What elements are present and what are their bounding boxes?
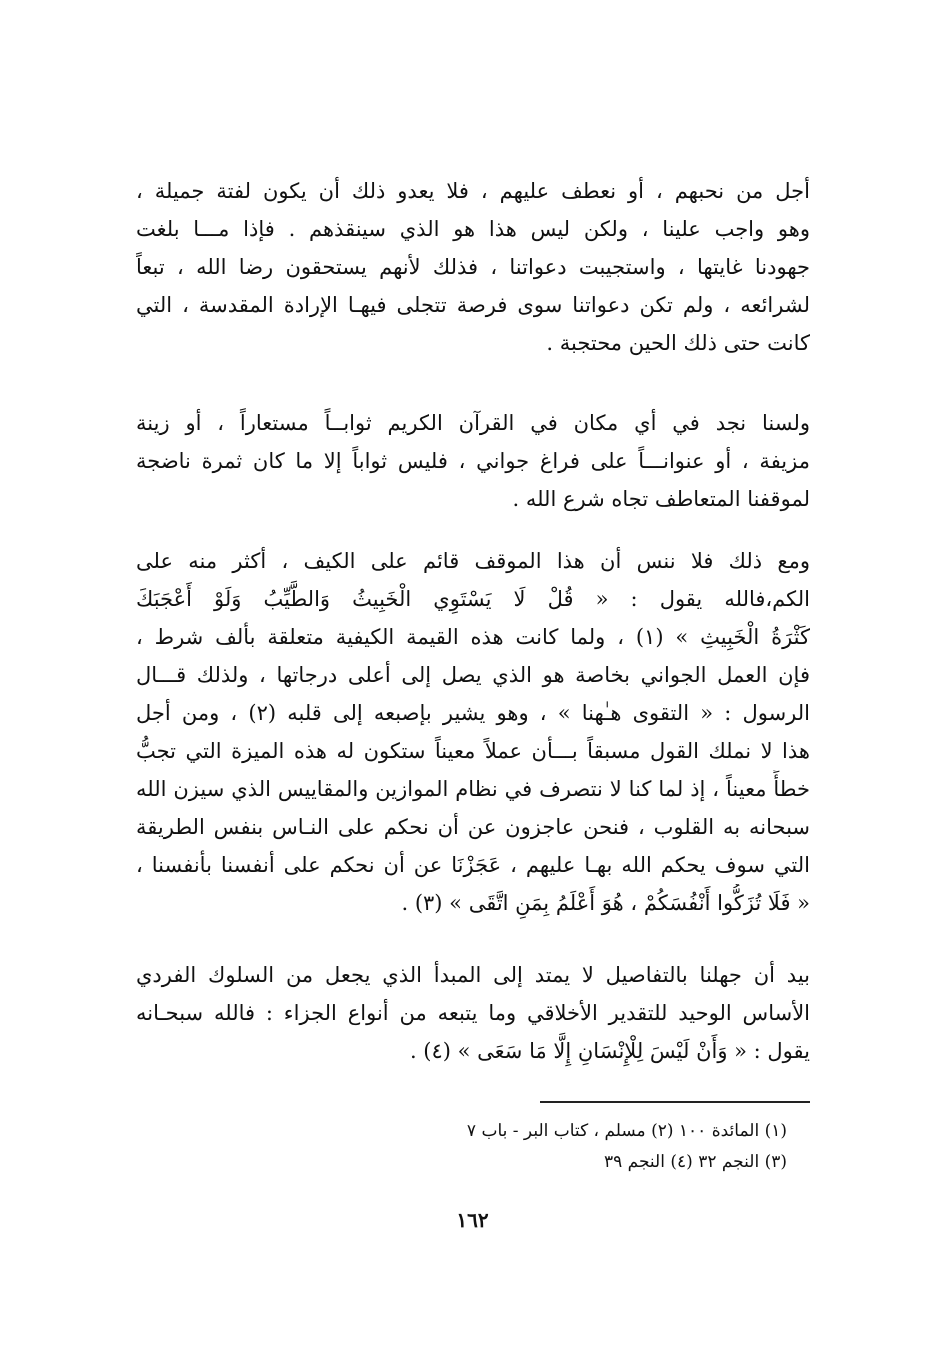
text-line: جهودنا غايتها ، واستجيبت دعواتنا ، فذلك لأنهم يستحقون رضا الله ، تبعاً bbox=[136, 255, 810, 279]
page-number: ١٦٢ bbox=[456, 1208, 489, 1232]
text-line: مزيفة ، أو عنوانـــاً على فراغ جواني ، فليس ثواباً إلا ما كان ثمرة ناضجة bbox=[136, 449, 810, 473]
footnote-line: (٣) النجم ٣٢ (٤) النجم ٣٩ bbox=[603, 1152, 787, 1172]
text-line: بيد أن جهلنا بالتفاصيل لا يمتد إلى المبدأ الذي يجعل من السلوك الفردي bbox=[136, 963, 810, 987]
text-line: فإن العمل الجواني بخاصة هو الذي يصل إلى أعلى درجاتها ، ولذلك قـــال bbox=[136, 663, 810, 687]
text-line: هذا لا نملك القول مسبقاً بـــأن عملاً معيناً ستكون له هذه الميزة التي تجبُّ bbox=[136, 739, 810, 763]
text-line: ومع ذلك فلا ننس أن هذا الموقف قائم على الكيف ، أكثر منه على bbox=[136, 549, 810, 573]
footnotes bbox=[367, 1116, 787, 1178]
text-line: وهو واجب علينا ، ولكن ليس هذا هو الذي سينقذهم . فإذا مـــا بلغت bbox=[136, 217, 810, 241]
paragraph-3 bbox=[136, 542, 810, 922]
paragraph-1 bbox=[136, 172, 810, 362]
text-line: الرسول : « التقوى هـٰهنا » ، وهو يشير بإصبعه إلى قلبه (٢) ، ومن أجل bbox=[136, 701, 810, 725]
text-line: الأساس الوحيد للتقدير الأخلاقي وما يتبعه من أنواع الجزاء : فالله سبحـانه bbox=[136, 1001, 810, 1025]
paragraph-2 bbox=[136, 404, 810, 518]
text-line: التي سوف يحكم الله بهـا عليهم ، عَجَزْنَا عن أن نحكم على أنفسنا بأنفسنا ، bbox=[136, 853, 810, 877]
text-line: سبحانه به القلوب ، فنحن عاجزون عن أن نحكم على النـاس بنفس الطريقة bbox=[136, 815, 810, 839]
footnote-line: (١) المائدة ١٠٠ (٢) مسلم ، كتاب البر - باب ٧ bbox=[466, 1121, 787, 1141]
text-line: كانت حتى ذلك الحين محتجبة . bbox=[546, 331, 810, 355]
text-line: الكم،فالله يقول : « قُلْ لَا يَسْتَوِي الْخَبِيثُ وَالطَّيِّبُ وَلَوْ أَعْجَبَكَ bbox=[136, 587, 810, 611]
text-line: خطأً معيناً ، إذ لما كنا لا نتصرف في نظام الموازين والمقاييس الذي سيزن الله bbox=[136, 777, 810, 801]
text-line: أجل من نحبهم ، أو نعطف عليهم ، فلا يعدو ذلك أن يكون لفتة جميلة ، bbox=[136, 179, 810, 203]
text-line: لموقفنا المتعاطف تجاه شرع الله . bbox=[512, 487, 810, 511]
paragraph-4 bbox=[136, 956, 810, 1070]
text-line: « فَلَا تُزَكُّوا أَنْفُسَكُمْ ، هُوَ أَعْلَمُ بِمَنِ اتَّقَى » (٣) . bbox=[401, 891, 810, 915]
text-line: يقول : « وَأَنْ لَيْسَ لِلْإِنْسَانِ إِلَّا مَا سَعَى » (٤) . bbox=[409, 1039, 810, 1063]
footnote-divider bbox=[540, 1101, 810, 1103]
text-line: ولسنا نجد في أي مكان في القرآن الكريم ثوابــاً مستعاراً ، أو زينة bbox=[136, 411, 810, 435]
text-line: كَثْرَةُ الْخَبِيثِ » (١) ، ولما كانت هذه القيمة الكيفية متعلقة بألف شرط ، bbox=[136, 625, 810, 649]
text-line: لشرائعه ، ولم تكن دعواتنا سوى فرصة تتجلى فيهـا الإرادة المقدسة ، التي bbox=[136, 293, 810, 317]
